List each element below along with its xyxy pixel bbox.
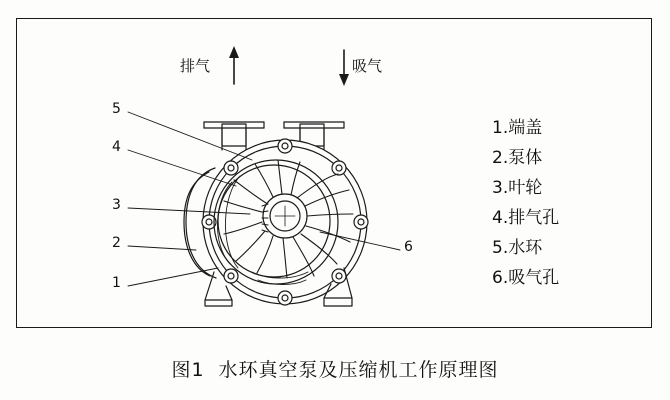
- callout-6: 6: [404, 239, 413, 255]
- exhaust-flow-label: 排气: [180, 57, 211, 75]
- figure-caption-text: 水环真空泵及压缩机工作原理图: [218, 359, 499, 381]
- legend-item-1: 1.端盖: [492, 118, 543, 138]
- callout-4: 4: [112, 139, 121, 155]
- callout-1: 1: [112, 275, 121, 291]
- callout-5: 5: [112, 101, 121, 117]
- figure-caption: [0, 355, 670, 382]
- intake-flow-label: 吸气: [352, 57, 383, 75]
- legend-item-4: 4.排气孔: [492, 208, 560, 228]
- legend-list: [492, 120, 642, 300]
- callout-3: 3: [112, 197, 121, 213]
- legend-item-3: 3.叶轮: [492, 178, 543, 198]
- legend-item-5: 5.水环: [492, 238, 543, 258]
- legend-item-6: 6.吸气孔: [492, 268, 560, 288]
- figure-caption-number: 图1: [171, 359, 205, 381]
- callout-2: 2: [112, 235, 121, 251]
- legend-item-2: 2.泵体: [492, 148, 543, 168]
